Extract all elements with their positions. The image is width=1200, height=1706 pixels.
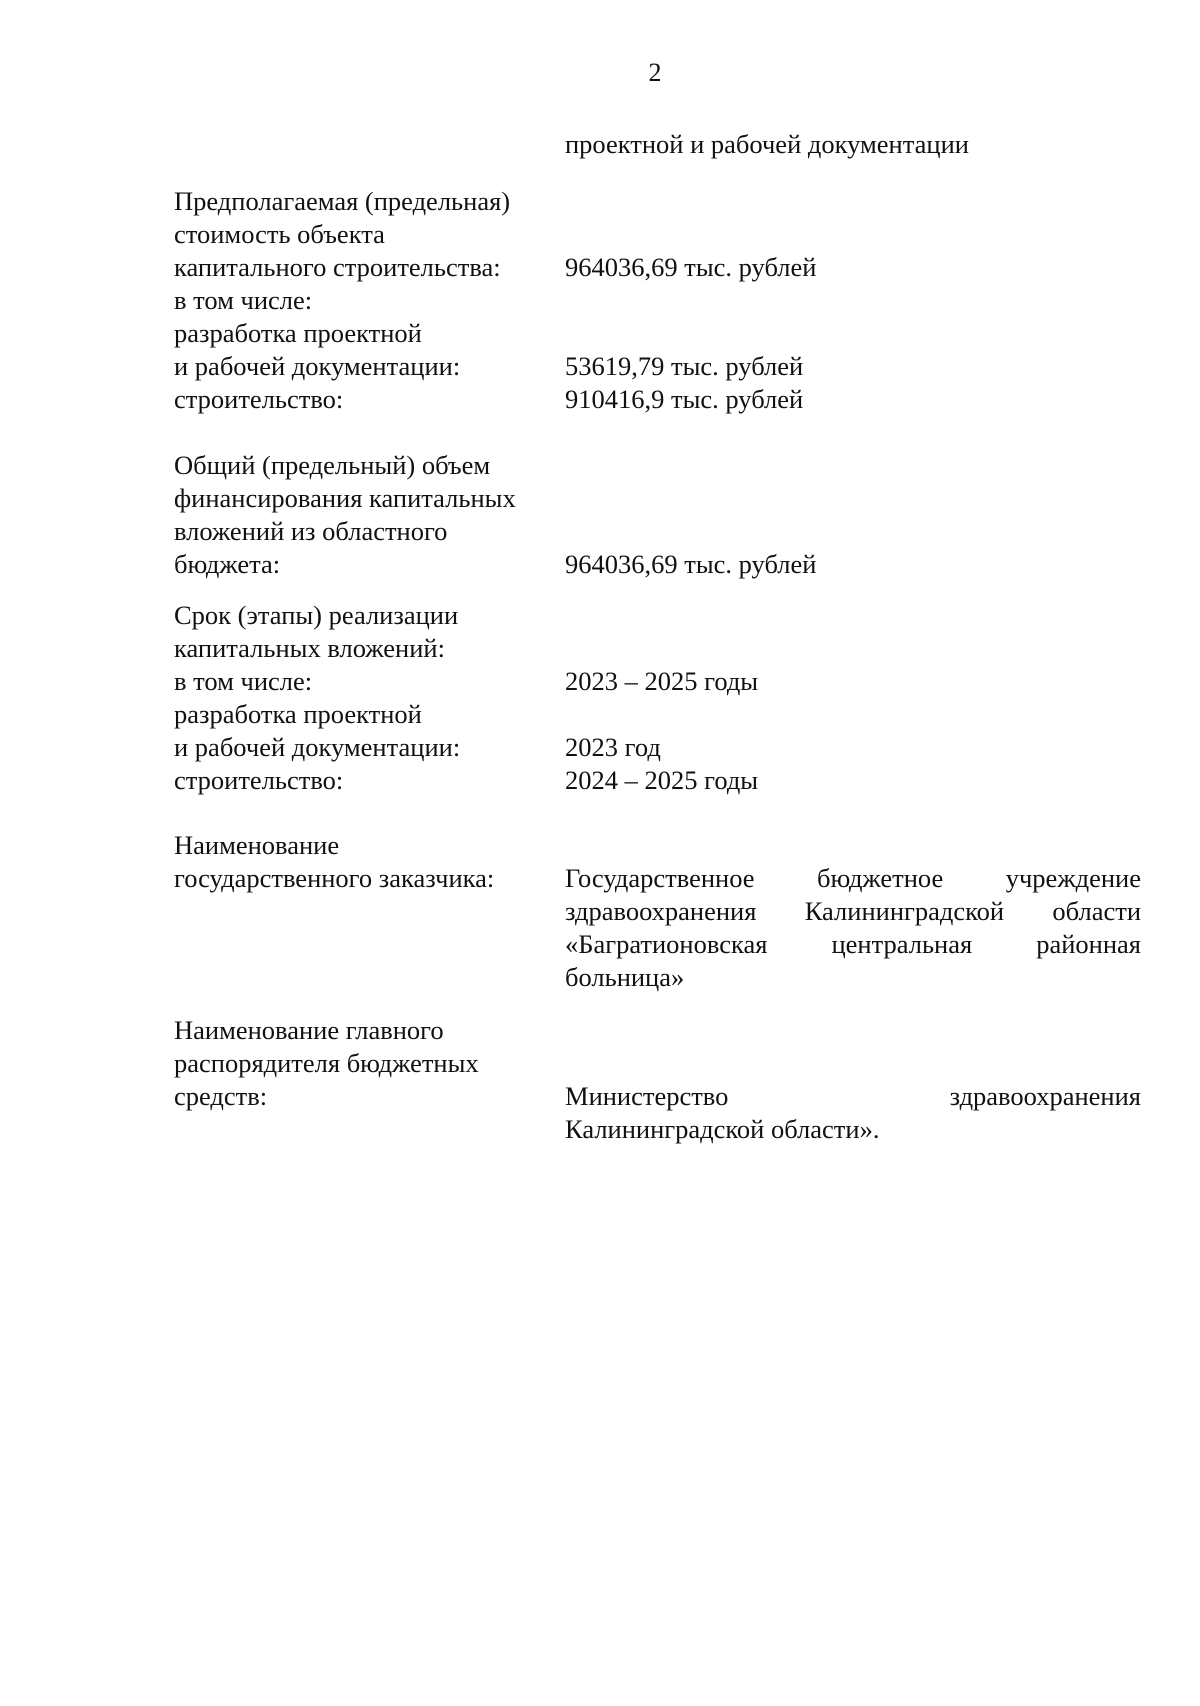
manager-label-line: распорядителя бюджетных: [174, 1048, 479, 1078]
customer-label-line: Наименование: [174, 830, 340, 860]
cost-label-line: капитального строительства:: [174, 252, 501, 282]
timeline-total-value: 2023 – 2025 годы: [565, 666, 759, 696]
financing-label-line: Общий (предельный) объем: [174, 450, 491, 480]
customer-value-line: «Багратионовская центральная районная: [565, 929, 1141, 959]
timeline-label-line: капитальных вложений:: [174, 633, 445, 663]
page-number: 2: [648, 58, 662, 87]
manager-value-line: Калининградской области».: [565, 1114, 880, 1144]
financing-value: 964036,69 тыс. рублей: [565, 549, 817, 579]
timeline-label-line: разработка проектной: [174, 699, 422, 729]
timeline-design-value: 2023 год: [565, 732, 661, 762]
cost-label-line: строительство:: [174, 384, 344, 414]
financing-label-line: бюджета:: [174, 549, 281, 579]
customer-value-line: Государственное бюджетное учреждение: [565, 863, 1141, 893]
manager-value-line: Министерство здравоохранения: [565, 1081, 1141, 1111]
customer-value-line: больница»: [565, 962, 685, 992]
financing-label-line: финансирования капитальных: [174, 483, 516, 513]
cost-label-line: в том числе:: [174, 285, 313, 315]
cost-label-line: стоимость объекта: [174, 219, 385, 249]
cost-total-value: 964036,69 тыс. рублей: [565, 252, 817, 282]
cost-label-line: Предполагаемая (предельная): [174, 186, 511, 216]
cost-construction-value: 910416,9 тыс. рублей: [565, 384, 804, 414]
timeline-label-line: Срок (этапы) реализации: [174, 600, 459, 630]
manager-label-line: средств:: [174, 1081, 268, 1111]
timeline-label-line: в том числе:: [174, 666, 313, 696]
cost-label-line: разработка проектной: [174, 318, 422, 348]
continuation-text: проектной и рабочей документации: [565, 129, 969, 159]
timeline-construction-value: 2024 – 2025 годы: [565, 765, 759, 795]
cost-design-value: 53619,79 тыс. рублей: [565, 351, 804, 381]
timeline-label-line: строительство:: [174, 765, 344, 795]
cost-label-line: и рабочей документации:: [174, 351, 461, 381]
customer-label-line: государственного заказчика:: [174, 863, 495, 893]
customer-value-line: здравоохранения Калининградской области: [565, 896, 1141, 926]
timeline-label-line: и рабочей документации:: [174, 732, 461, 762]
financing-label-line: вложений из областного: [174, 516, 448, 546]
manager-label-line: Наименование главного: [174, 1015, 444, 1045]
